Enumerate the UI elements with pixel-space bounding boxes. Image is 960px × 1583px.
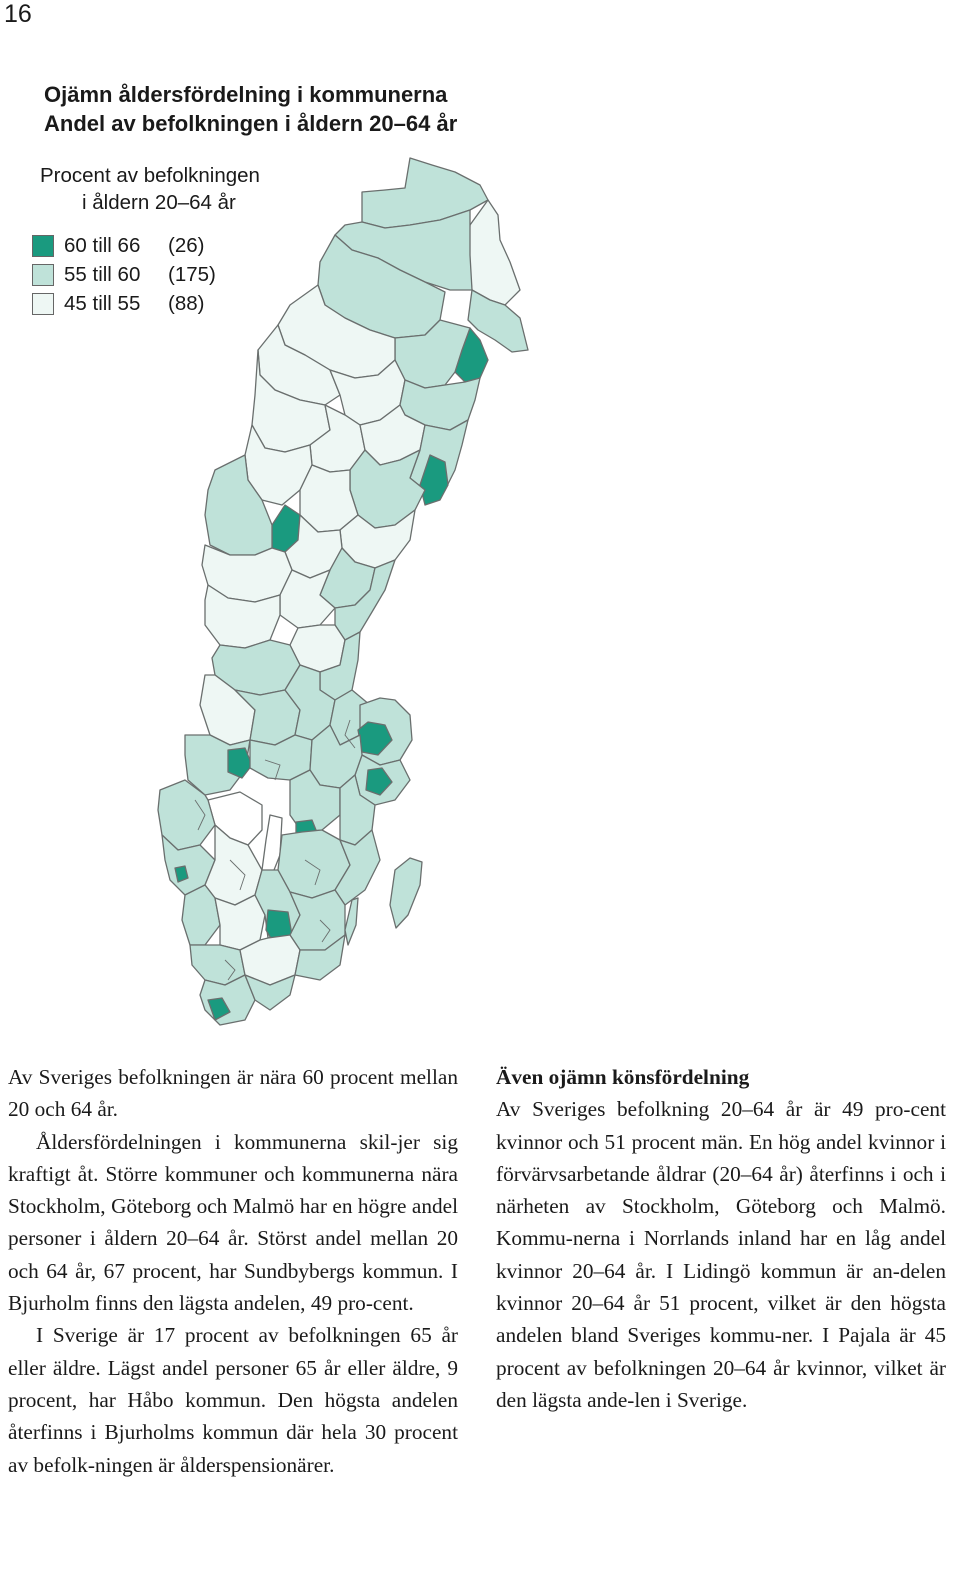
left-paragraph-3: I Sverige är 17 procent av befolkningen 65 år eller äldre. Lägst andel personer 65 år eller äldre, 9 procent, har Håbo kommun. Den högsta andelen återfinns i Bjurholms kommun där hela 30 procent av befolk-ningen är ålderspensionärer.	[8, 1323, 458, 1477]
legend-title-line-1: Procent av befolkningen	[40, 164, 260, 187]
legend-count: (88)	[168, 292, 205, 315]
legend-swatch-mid	[32, 264, 54, 286]
left-paragraph-2: Åldersfördelningen i kommunerna skil-jer sig kraftigt åt. Större kommuner och kommunerna nära Stockholm, Göteborg och Malmö har en högre andel personer i åldern 20–64 år. Störst andel mellan 20 och 64 år, 67 procent, har Sundbybergs kommun. I Bjurholm finns den lägsta andelen, 49 pro-cent.	[8, 1129, 458, 1316]
map-region	[345, 898, 358, 945]
right-column	[496, 1061, 946, 1416]
legend-swatch-low	[32, 293, 54, 315]
sweden-municipality-map	[150, 150, 540, 1030]
left-paragraph-1: Av Sveriges befolkningen är nära 60 procent mellan 20 och 64 år.	[8, 1065, 458, 1122]
map-region	[468, 200, 520, 305]
page-number: 16	[4, 0, 32, 28]
legend-swatch-high	[32, 235, 54, 257]
figure-title	[44, 80, 457, 138]
legend-count: (26)	[168, 234, 205, 257]
legend-label: 45 till 55	[64, 292, 141, 315]
map-region	[390, 858, 422, 928]
legend-label: 60 till 66	[64, 234, 141, 257]
right-paragraph-1: Av Sveriges befolkning 20–64 år är 49 pro-cent kvinnor och 51 procent män. En hög andel kvinnor i förvärvsarbetande åldrar (20–64 år) återfinns i och i närheten av Stockholm, Göteborg och Malmö. Kommu-nerna i Norrlands inland har en låg andel kvinnor 20–64 år. I Lidingö kommun är an-delen kvinnor 20–64 år 51 procent, vilket är den högsta andelen bland Sveriges kommu-ner. I Pajala är 45 procent av befolkningen 20–64 år kvinnor, vilket är den lägsta ande-len i Sverige.	[496, 1097, 946, 1412]
figure-title-line-1: Ojämn åldersfördelning i kommunerna	[44, 82, 448, 107]
figure-title-line-2: Andel av befolkningen i åldern 20–64 år	[44, 111, 458, 136]
legend-title-line-2: i åldern 20–64 år	[82, 191, 236, 214]
left-column	[8, 1061, 458, 1481]
legend-label: 55 till 60	[64, 263, 141, 286]
section-heading: Även ojämn könsfördelning	[496, 1065, 750, 1089]
legend-count: (175)	[168, 263, 216, 286]
